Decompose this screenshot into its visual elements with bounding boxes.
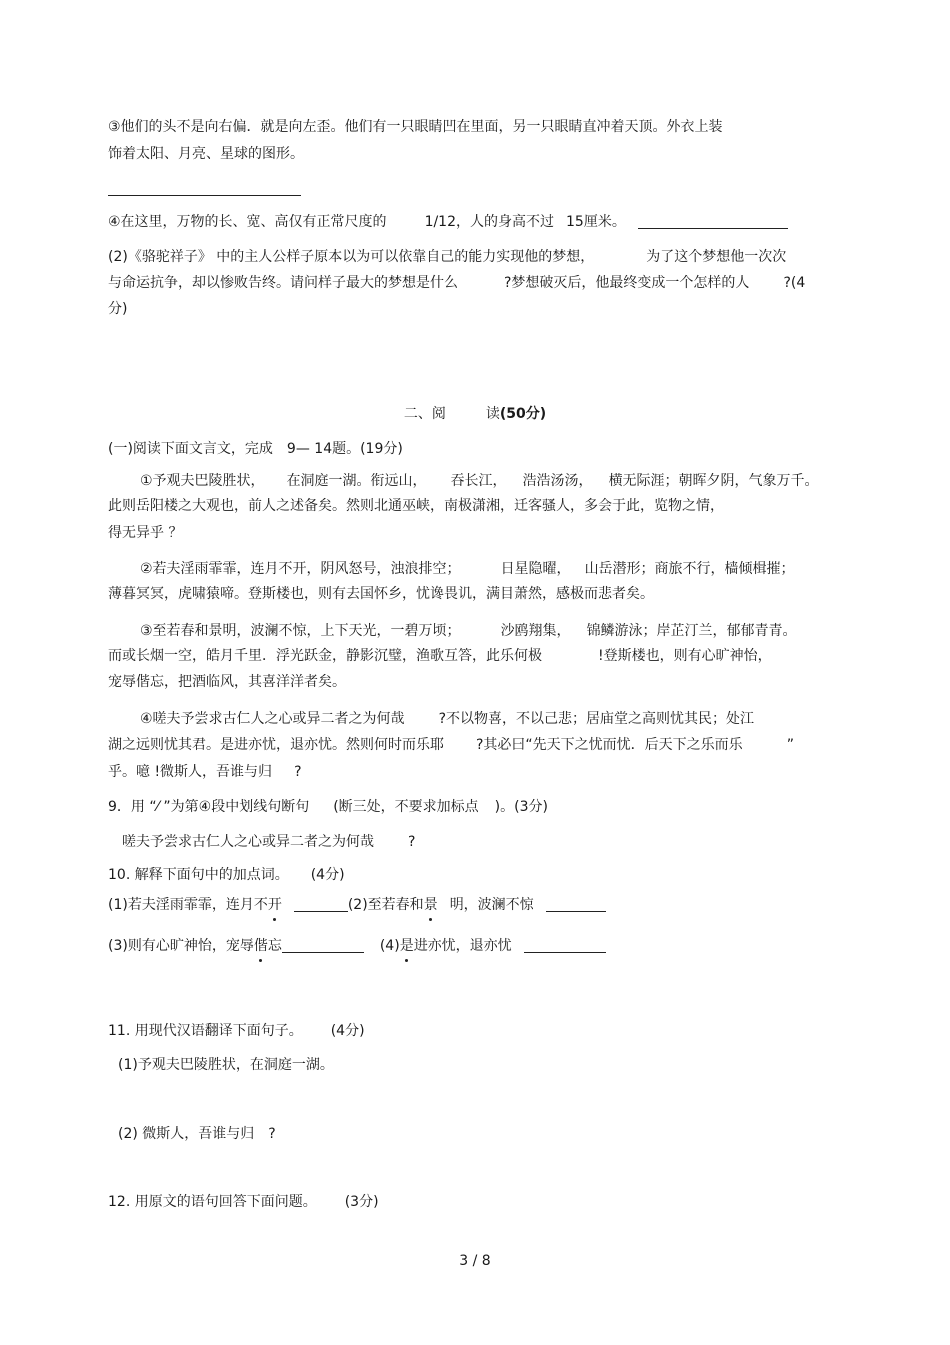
answer-blank	[282, 938, 364, 953]
answer-blank	[524, 938, 606, 953]
section-title: 二、阅 读(50分)	[403, 406, 547, 422]
question-10: 10. 解释下面句中的加点词。 (4分)	[108, 867, 345, 883]
text-line: 湖之远则忧其君。是进亦忧，退亦忧。然则何时而乐耶 ?其必曰“先天下之忧而忧．后天下之乐而乐 ”	[108, 737, 794, 753]
text-line: 嗟夫予尝求古仁人之心或异二者之为何哉 ?	[122, 834, 416, 850]
passage-para-1: ①予观夫巴陵胜状， 在洞庭一湖。衔远山， 吞长江， 浩浩汤汤， 横无际涯；朝晖夕阴，气象万千。	[140, 473, 819, 489]
answer-blank	[546, 897, 606, 912]
text-line: ③他们的头不是向右偏．就是向左歪。他们有一只眼睛凹在里面，另一只眼睛直冲着天顶。外衣上装	[108, 119, 723, 135]
text-line: (2) 微斯人，吾谁与归 ?	[118, 1126, 276, 1142]
subsection-title: (一)阅读下面文言文，完成 9— 14题。(19分)	[108, 441, 403, 457]
question-11: 11. 用现代汉语翻译下面句子。 (4分)	[108, 1023, 365, 1039]
text-line: 与命运抗争，却以惨败告终。请问样子最大的梦想是什么 ?梦想破灭后，他最终变成一个怎样的人 ?(4	[108, 275, 806, 291]
text-line: 薄暮冥冥，虎啸猿啼。登斯楼也，则有去国怀乡，忧谗畏讥，满目萧然，感极而悲者矣。	[108, 586, 654, 602]
text-line: 得无异乎 ？	[108, 525, 183, 541]
question-12: 12. 用原文的语句回答下面问题。 (3分)	[108, 1194, 379, 1210]
page-number: 3 / 8	[459, 1253, 491, 1269]
text-line: 乎。噫 !微斯人，吾谁与归 ?	[108, 764, 302, 780]
question-2: (2)《骆驼祥子》 中的主人公样子原本以为可以依靠自己的能力实现他的梦想， 为了这个梦想他一次次	[108, 249, 787, 265]
question-9: 9．用 “⁄ ”为第④段中划线句断句 (断三处，不要求加标点 )。(3分)	[108, 799, 548, 815]
passage-para-4: ④嗟夫予尝求古仁人之心或异二者之为何哉 ?不以物喜，不以己悲；居庙堂之高则忧其民；处江	[140, 711, 754, 727]
text-line: 宠辱偕忘，把酒临风，其喜洋洋者矣。	[108, 674, 346, 690]
text-line: 此则岳阳楼之大观也，前人之述备矣。然则北通巫峡，南极潇湘，迁客骚人，多会于此，览物之情，	[108, 498, 724, 514]
answer-underline	[108, 195, 301, 196]
text-line: (1)若夫淫雨霏霏，连月不开 (2)至若春和景 明，波澜不惊	[108, 896, 606, 914]
text-line: 饰着太阳、月亮、星球的图形。	[108, 146, 304, 162]
text-line: 而或长烟一空，皓月千里．浮光跃金，静影沉璧，渔歌互答，此乐何极 !登斯楼也，则有心旷神怡，	[108, 648, 772, 664]
answer-blank	[638, 214, 788, 229]
text-line: (3)则有心旷神怡，宠辱偕忘 (4)是进亦忧，退亦忧	[108, 937, 606, 955]
answer-blank	[294, 897, 348, 912]
text-line: 分)	[108, 301, 128, 317]
text-line: ④在这里，万物的长、宽、高仅有正常尺度的 1/12，人的身高不过 15厘米。	[108, 213, 788, 231]
passage-para-3: ③至若春和景明，波澜不惊，上下天光，一碧万顷； 沙鸥翔集， 锦鳞游泳；岸芷汀兰，郁郁青青。	[140, 623, 797, 639]
passage-para-2: ②若夫淫雨霏霏，连月不开，阴风怒号，浊浪排空； 日星隐曜， 山岳潜形；商旅不行，樯倾楫摧；	[140, 561, 795, 577]
text-line: (1)予观夫巴陵胜状，在洞庭一湖。	[118, 1057, 334, 1073]
